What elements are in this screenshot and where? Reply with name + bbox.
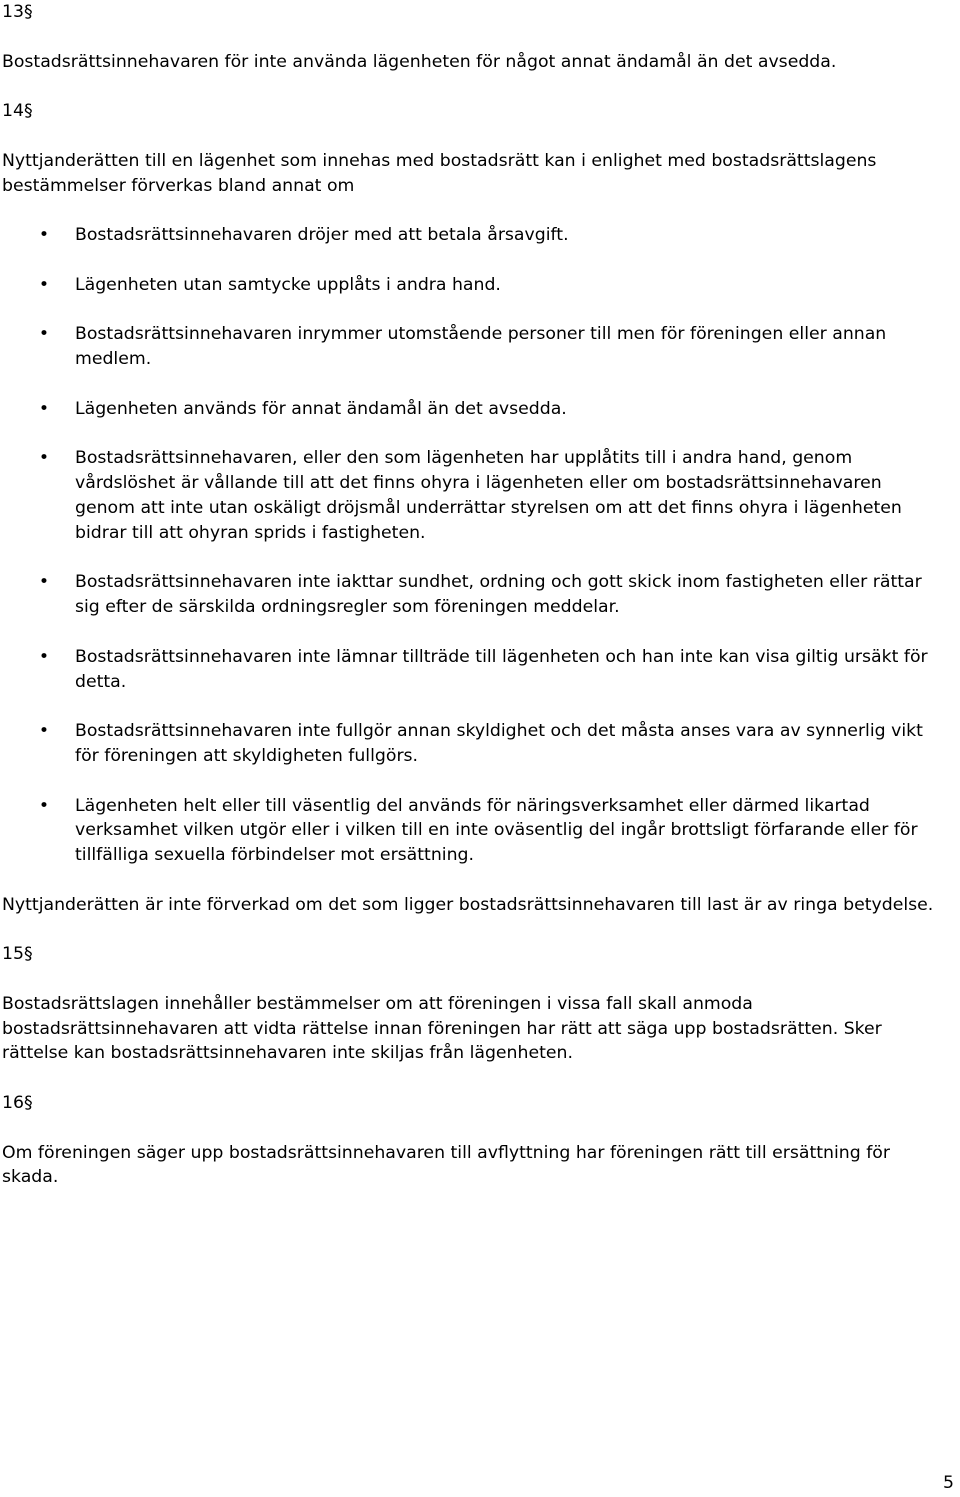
list-spacer [2,422,942,447]
list-spacer [2,694,942,719]
list-item [2,322,942,372]
bullet-icon: • [38,721,50,742]
list-spacer [2,546,942,571]
list-item-text: Bostadsrättsinnehavaren inte lämnar tillträde till lägenheten och han inte kan visa giltig ursäkt för detta. [75,646,928,692]
section-15-heading: 15§ [2,944,33,965]
bullet-icon: • [38,448,50,469]
list-item [2,794,942,868]
list-item-text: Bostadsrättsinnehavaren inrymmer utomstående personer till men för föreningen eller annan medlem. [75,324,887,370]
section-16-paragraph: Om föreningen säger upp bostadsrättsinnehavaren till avflyttning har föreningen rätt till ersättning för skada. [2,1142,890,1188]
section-13-heading: 13§ [2,2,33,22]
list-item-text: Bostadsrättsinnehavaren inte fullgör annan skyldighet och det måsta anses vara av synnerlig vikt för föreningen att skyldigheten fullgörs. [75,721,923,766]
list-spacer [2,248,942,273]
list-item-text: Lägenheten helt eller till väsentlig del används för näringsverksamhet eller därmed likartad verksamhet vilken utgör eller i vilken till en inte oväsentlig del ingår brottsligt förfarande eller för tillfälliga sexuella förbindelser mot ersättning. [75,795,918,866]
bullet-icon: • [38,572,50,593]
list-item-text: Bostadsrättsinnehavaren inte iakttar sundhet, ordning och gott skick inom fastigheten eller rättar sig efter de särskilda ordningsregler som föreningen meddelar. [75,572,922,618]
bullet-icon: • [38,225,50,246]
section-15-paragraph: Bostadsrättslagen innehåller bestämmelser om att föreningen i vissa fall skall anmoda bostadsrättsinnehavaren att vidta rättelse innan föreningen har rätt att säga upp bostadsrätten. Sker rättelse kan bostadsrättsinnehavaren inte skiljas från lägenheten. [2,993,882,1064]
list-item-text: Lägenheten används för annat ändamål än det avsedda. [75,398,567,419]
list-item [2,223,942,248]
list-spacer [2,372,942,397]
list-item-text: Bostadsrättsinnehavaren dröjer med att betala årsavgift. [75,225,569,246]
bullet-icon: • [38,274,50,295]
section-14-closing: Nyttjanderätten är inte förverkad om det som ligger bostadsrättsinnehavaren till last är av ringa betydelse. [2,894,934,915]
bullet-icon: • [38,795,50,816]
list-spacer [2,298,942,323]
section-14-heading: 14§ [2,101,33,122]
list-spacer [2,620,942,645]
page-number: 5 [943,1473,954,1493]
list-item [2,446,942,545]
list-spacer [2,769,942,794]
forfeiture-list [2,223,942,868]
list-item [2,397,942,422]
section-16-heading: 16§ [2,1093,33,1114]
bullet-icon: • [38,646,50,667]
document-page [2,0,942,1190]
list-item-text: Bostadsrättsinnehavaren, eller den som lägenheten har upplåtits till i andra hand, genom vårdslöshet är vållande till att det finns ohyra i lägenheten eller om bostadsrättsinnehavaren genom att inte utan oskäligt dröjsmål underrättar styrelsen om att det finns ohyra i lägenheten bidrar till att ohyran sprids i fastigheten. [75,448,902,543]
list-item-text: Lägenheten utan samtycke upplåts i andra hand. [75,274,501,295]
list-item [2,645,942,695]
list-item [2,570,942,620]
bullet-icon: • [38,398,50,419]
bullet-icon: • [38,324,50,345]
list-item [2,719,942,769]
list-item [2,273,942,298]
section-13-paragraph: Bostadsrättsinnehavaren för inte använda lägenheten för något annat ändamål än det avsedda. [2,51,837,72]
section-14-intro: Nyttjanderätten till en lägenhet som innehas med bostadsrätt kan i enlighet med bostadsrättslagens bestämmelser förverkas bland annat om [2,150,877,196]
